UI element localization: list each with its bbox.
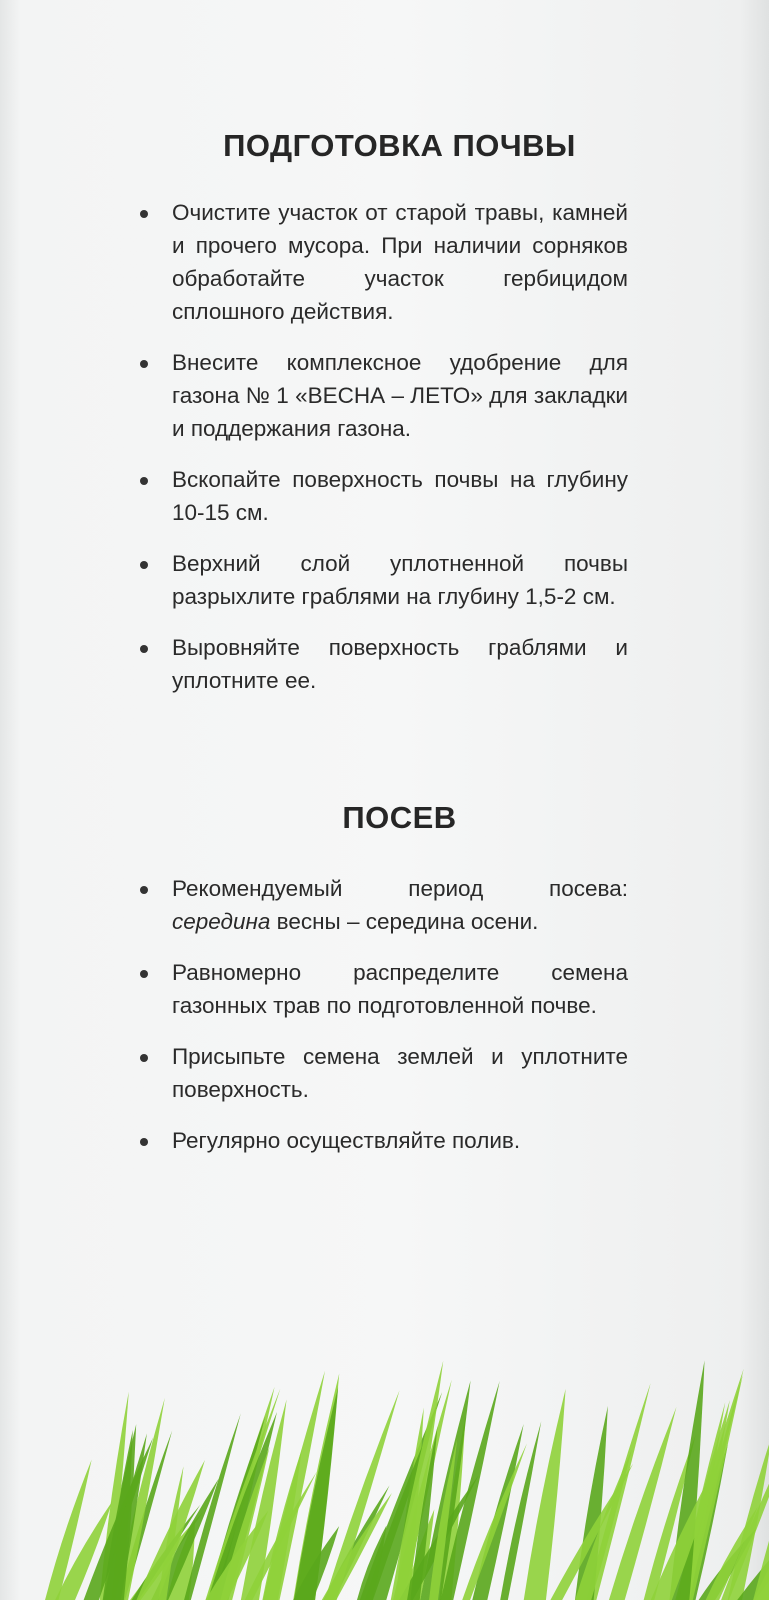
section-title-sowing: ПОСЕВ (342, 800, 457, 835)
list-item-text: Регулярно осуществляйте полив. (172, 1128, 521, 1153)
sowing-list (140, 872, 628, 1175)
list-item-text: Выровняйте поверхность граблями и уплотните ее. (172, 635, 628, 693)
list-item (140, 956, 628, 1022)
list-item-text: Внесите комплексное удобрение для газона № 1 «ВЕСНА – ЛЕТО» для закладки и поддержания газона. (172, 350, 628, 441)
section-title-soil-preparation: ПОДГОТОВКА ПОЧВЫ (223, 128, 576, 163)
bullet-icon (140, 1138, 148, 1146)
list-item-text: Равномерно распределите семена газонных трав по подготовленной почве. (172, 960, 628, 1018)
list-item (140, 872, 628, 938)
list-item (140, 631, 628, 697)
bullet-icon (140, 360, 148, 368)
period-italic-text: середина (172, 909, 271, 934)
list-item-text: Верхний слой уплотненной почвы разрыхлите граблями на глубину 1,5-2 см. (172, 551, 628, 609)
list-item-text: Вскопайте поверхность почвы на глубину 10-15 см. (172, 467, 628, 525)
list-item-text: Рекомендуемый период посева: (172, 876, 628, 901)
bullet-icon (140, 970, 148, 978)
soil-preparation-list (140, 196, 628, 715)
list-item (140, 1124, 628, 1157)
bullet-icon (140, 561, 148, 569)
list-item (140, 463, 628, 529)
bullet-icon (140, 477, 148, 485)
period-text: весны – середина осени. (270, 909, 539, 934)
list-item (140, 1040, 628, 1106)
list-item (140, 547, 628, 613)
grass-blade (524, 1389, 566, 1600)
grass-illustration (0, 1350, 769, 1600)
list-item-text: Присыпьте семена землей и уплотните поверхность. (172, 1044, 628, 1102)
bullet-icon (140, 210, 148, 218)
list-item (140, 196, 628, 328)
bullet-icon (140, 886, 148, 894)
list-item (140, 346, 628, 445)
bullet-icon (140, 645, 148, 653)
list-item-text: Очистите участок от старой травы, камней и прочего мусора. При наличии сорняков обработайте участок гербицидом сплошного действия. (172, 200, 628, 324)
bullet-icon (140, 1054, 148, 1062)
